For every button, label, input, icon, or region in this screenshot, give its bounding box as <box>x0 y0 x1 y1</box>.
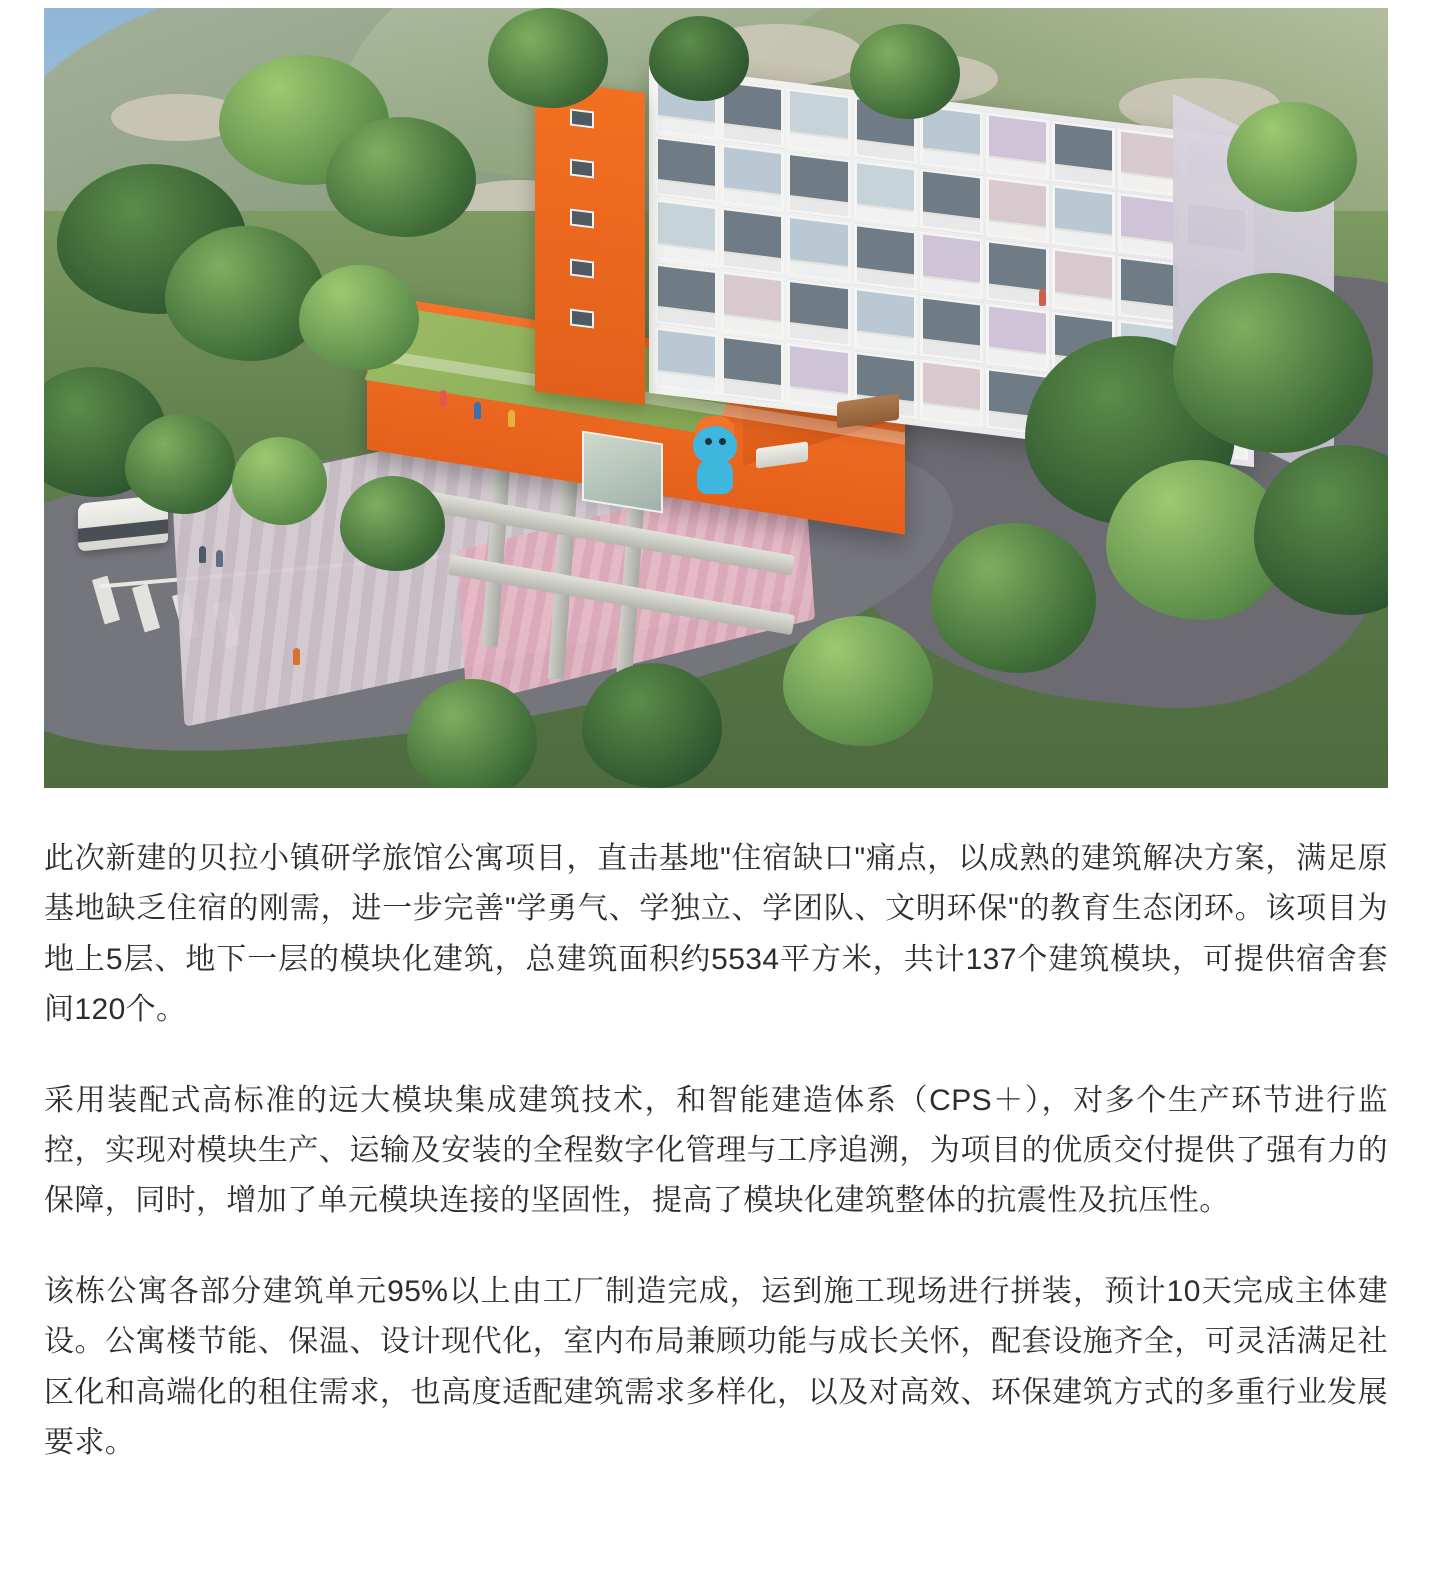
tree <box>340 476 445 571</box>
window-unit <box>1118 256 1181 324</box>
core-window <box>570 158 594 178</box>
window-unit <box>655 199 718 267</box>
window-unit <box>721 207 784 275</box>
tree <box>931 523 1096 673</box>
tree <box>783 616 933 746</box>
tree <box>582 663 722 788</box>
person-figure <box>474 402 481 419</box>
window-unit <box>1052 120 1115 188</box>
core-window <box>570 258 594 278</box>
tree <box>326 117 476 237</box>
window-unit <box>787 87 850 155</box>
mascot-head <box>693 426 737 464</box>
window-unit <box>721 143 784 211</box>
window-unit <box>1118 128 1181 196</box>
paragraph-3: 该栋公寓各部分建筑单元95%以上由工厂制造完成，运到施工现场进行拼装，预计10天完成主体建设。公寓楼节能、保温、设计现代化，室内布局兼顾功能与成长关怀，配套设施齐全，可灵活满足社区化和高端化的租住需求，也高度适配建筑需求多样化，以及对高效、环保建筑方式的多重行业发展要求。 <box>44 1274 1388 1459</box>
window-unit <box>986 176 1049 244</box>
window-unit <box>1118 192 1181 260</box>
tree <box>232 437 327 525</box>
mascot-body <box>697 460 733 494</box>
paragraph-2: 采用装配式高标准的远大模块集成建筑技术，和智能建造体系（CPS＋），对多个生产环节进行监控，实现对模块生产、运输及安装的全程数字化管理与工序追溯，为项目的优质交付提供了强有力的保障，同时，增加了单元模块连接的坚固性，提高了模块化建筑整体的抗震性及抗压性。 <box>44 1083 1388 1218</box>
window-unit <box>787 215 850 283</box>
person-figure <box>508 410 515 427</box>
tree <box>850 24 960 119</box>
mascot-eye <box>705 438 712 445</box>
person-figure <box>1039 289 1046 306</box>
window-unit <box>655 326 718 394</box>
tree <box>1227 102 1357 212</box>
tree <box>299 265 419 370</box>
window-unit <box>986 112 1049 180</box>
window-unit <box>920 231 983 299</box>
window-unit <box>1052 247 1115 315</box>
person-figure <box>216 550 223 567</box>
window-unit <box>920 167 983 235</box>
mascot-eye <box>719 438 726 445</box>
tree <box>165 226 325 361</box>
circulation-core <box>535 79 645 405</box>
window-unit <box>655 135 718 203</box>
window-unit <box>853 223 916 291</box>
article-page <box>0 8 1432 1508</box>
window-unit <box>853 287 916 355</box>
window-unit <box>721 334 784 402</box>
window-unit <box>655 262 718 330</box>
tree <box>1173 273 1373 453</box>
hero-image-building-rendering <box>44 8 1388 788</box>
window-unit <box>787 151 850 219</box>
window-unit <box>787 342 850 410</box>
tree <box>125 414 235 514</box>
bus-window-band <box>78 520 168 544</box>
window-unit <box>920 359 983 427</box>
core-window <box>570 208 594 228</box>
article-body <box>44 834 1388 1468</box>
tree <box>649 16 749 101</box>
window-unit <box>986 303 1049 371</box>
window-unit <box>853 159 916 227</box>
window-unit <box>1052 184 1115 252</box>
person-figure <box>293 648 300 665</box>
person-figure <box>440 390 447 407</box>
core-window <box>570 308 594 328</box>
window-unit <box>787 279 850 347</box>
mascot-bear-icon <box>689 414 741 498</box>
person-figure <box>199 546 206 563</box>
podium-glass-door <box>582 431 663 514</box>
paragraph-1: 此次新建的贝拉小镇研学旅馆公寓项目，直击基地"住宿缺口"痛点，以成熟的建筑解决方案，满足原基地缺乏住宿的刚需，进一步完善"学勇气、学独立、学团队、文明环保"的教育生态闭环。该项目为地上5层、地下一层的模块化建筑，总建筑面积约5534平方米，共计137个建筑模块，可提供宿舍套间120个。 <box>44 842 1388 1027</box>
core-window <box>570 109 594 129</box>
tree <box>488 8 608 108</box>
window-unit <box>920 295 983 363</box>
window-unit <box>721 270 784 338</box>
